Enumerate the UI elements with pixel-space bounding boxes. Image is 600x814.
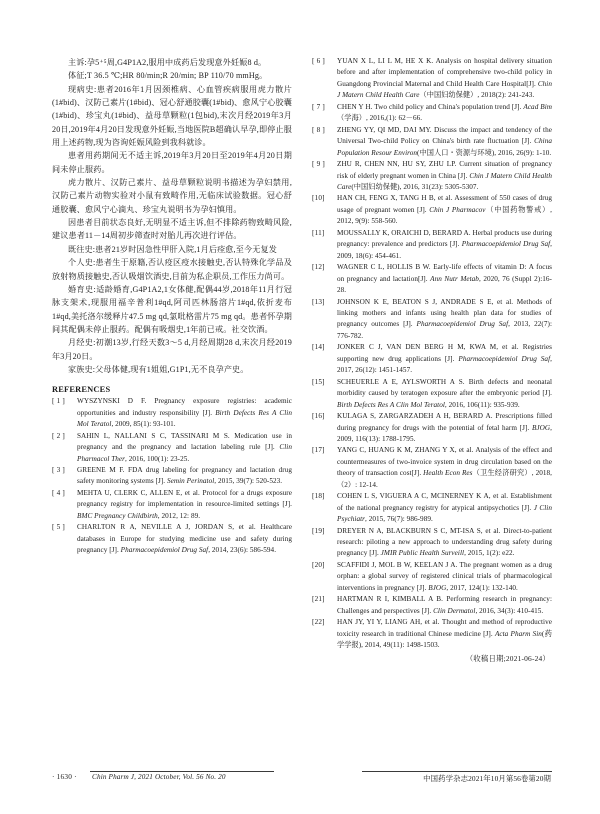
reference-citation-detail: （学海）, 2016,(1): 62－66. (337, 114, 423, 123)
reference-item (52, 522, 292, 556)
reference-item (312, 594, 552, 617)
reference-text (337, 159, 552, 193)
reference-authors-title: CHEN Y H. Two child policy and China's population trend [J]. (337, 102, 524, 111)
reference-citation-detail: , 2017, 26(12): 1451-1457. (337, 354, 552, 375)
reference-text (77, 488, 292, 522)
case-paragraph: 现病史:患者2016年1月因颈椎病、心血管疾病服用虎力散片(1#bid)、汉防己素片(1#bid)、冠心舒通胶囊(1#bid)、愈风宁心胶囊(1#bid)、珍宝丸(1#bid)、益母草颗粒(1包bid),末次月经2019年3月20日,2019年4月20日发现意外妊娠,当地医院B超确认早孕,即停止服用上述药物,现为咨询妊娠风险到我科就诊。 (52, 84, 292, 148)
reference-journal: J Clin Psychiatr (337, 503, 553, 524)
reference-journal: Chin J Matern Child Health Care (337, 171, 552, 191)
reference-text (77, 431, 292, 465)
footer-rule-right (362, 771, 552, 772)
reference-citation-detail: （中国妇幼保健）, 2018(2): 241-243. (419, 91, 535, 100)
case-paragraph: 家族史:父母体健,现有1姐姐,G1P1,无不良孕产史。 (68, 364, 249, 374)
reference-number: [19] (312, 526, 325, 535)
reference-citation-detail: , 2020, 76 (Suppl 2):16-28. (337, 274, 552, 295)
reference-text (337, 594, 552, 617)
reference-text (77, 396, 292, 430)
reference-citation-detail: （卫生经济研究）, 2018,（2）: 12-14. (337, 469, 552, 489)
reference-item (52, 396, 292, 430)
case-paragraph: 既往史:患者21岁时因急性甲肝入院,1月后痊愈,至今无复发 (68, 244, 277, 254)
references-list-right (312, 56, 552, 652)
reference-text (337, 125, 552, 159)
references-list-left (52, 396, 292, 556)
reference-text (337, 411, 552, 445)
case-paragraph: 婚育史:适龄婚育,G4P1A2,1女体健,配偶44岁,2018年11月行冠脉支架术,现服用福辛普利1#qd,阿司匹林肠溶片1#qd,依折麦布1#qd,美托洛尔缓释片47.5 mg qd,氯吡格雷片75 mg qd。患者怀孕期间其配偶未停止服药。配偶有吸烟史,1年前已戒。社交饮酒。 (52, 284, 292, 334)
reference-journal: Chin J Matern Child Health Care (337, 79, 552, 100)
reference-journal: Pharmacoepidemiol Drug Saf (120, 546, 209, 555)
reference-citation-detail: (中国人口・资源与环境), 2016, 26(9): 1-10. (417, 148, 552, 157)
reference-authors-title: SAHIN L, NALLANI S C, TASSINARI M S. Medication use in pregnancy and the pregnancy and lactation labeling rule [J]. (77, 431, 292, 452)
reference-number: [12] (312, 263, 325, 272)
reference-item (312, 342, 552, 376)
reference-authors-title: KULAGA S, ZARGARZADEH A H, BERARD A. Prescriptions filled during pregnancy for drugs with the potential of fetal harm [J]. (337, 412, 552, 432)
case-paragraph: 虎力散片、汉防己素片、益母草颗粒说明书描述为孕妇禁用,汉防己素片动物实验对小鼠有致畸作用,无临床试验数据。冠心舒通胶囊、愈风宁心滴丸、珍宝丸说明书为孕妇慎用。 (52, 178, 292, 214)
reference-authors-title: SCHEUERLE A E, AYLSWORTH A S. Birth defects and neonatal morbidity caused by teratogen exposure after the embryonic period [J]. (337, 377, 552, 398)
reference-text (337, 526, 552, 560)
reference-authors-title: MEHTA U, CLERK C, ALLEN E, et al. Protocol for a drugs exposure pregnancy registry for implementation in resource-limited settings [J]. (77, 488, 292, 509)
reference-authors-title: WYSZYNSKI D F. Pregnancy exposure registries: academic opportunities and industry responsibility [J]. (77, 397, 292, 417)
reference-journal: Chin J Pharmacov (429, 205, 486, 214)
footer-rule-left (90, 771, 274, 772)
reference-authors-title: JOHNSON K E, BEATON S J, ANDRADE S E, et al. Methods of linking mothers and infants using health plan data for studies of pregnancy outcomes [J]. (337, 297, 552, 329)
reference-text (337, 377, 552, 411)
reference-item (312, 445, 552, 491)
reference-journal: China Population Resour Environ (337, 137, 552, 157)
two-column-layout (52, 56, 552, 664)
reference-authors-title: SCAFFIDI J, MOL B W, KEELAN J A. The pregnant women as a drug orphan: a global survey of registered clinical trials of pharmacological interventions in pregnancy [J]. (337, 560, 552, 592)
reference-authors-title: YUAN X L, LI L M, HE X K. Analysis on hospital delivery situation before and after implementation of comprehensive two-child policy in Guangdong Provincial Maternal and Child Health Care Hospital[J]. (337, 57, 552, 88)
reference-citation-detail: , 2016, 34(3): 410-415. (475, 606, 544, 615)
reference-item (312, 125, 552, 159)
reference-number: [16] (312, 412, 325, 421)
reference-journal: Ann Nutr Metab (430, 274, 479, 283)
reference-number: [20] (312, 560, 325, 569)
reference-journal: BJOG (531, 423, 551, 432)
reference-citation-detail: （中国药物警戒）, 2012, 9(9): 558-560. (337, 205, 553, 226)
reference-number: [ 3 ] (52, 465, 65, 474)
reference-journal: JMIR Public Health Surveill (380, 549, 465, 558)
reference-authors-title: JONKER C J, VAN DEN BERG H M, KWA M, et al. Registries supporting new drug applications [J]. (337, 343, 552, 363)
reference-text (77, 522, 292, 556)
reference-journal: BMC Pregnancy Childbirth (77, 511, 158, 520)
reference-item (312, 159, 552, 193)
reference-text (337, 617, 552, 651)
reference-item (52, 431, 292, 465)
reference-item (312, 491, 552, 525)
page-footer (52, 770, 552, 784)
reference-item (312, 297, 552, 343)
reference-number: [21] (312, 595, 325, 604)
reference-text (337, 56, 552, 102)
reference-text (337, 102, 552, 125)
reference-authors-title: MOUSSALLY K, ORAICHI D, BERARD A. Herbal products use during pregnancy: prevalence and predictors [J]. (337, 228, 552, 249)
reference-authors-title: ZHENG YY, QI MD, DAI MY. Discuss the impact and tendency of the Universal Two-child Policy on China's birth rate fluctuation [J]. (337, 125, 552, 146)
reference-citation-detail: , 2009, 18(6): 454-461. (337, 240, 552, 260)
folio-number: · 1630 · (52, 772, 77, 781)
reference-authors-title: ZHU R, CHEN NN, HU SY, ZHU LP. Current situation of pregnancy risk of elderly pregnant women in China [J]. (337, 160, 552, 180)
reference-citation-detail: , 2014, 23(6): 586-594. (208, 546, 277, 555)
reference-citation-detail: , 2009, 85(1): 93-101. (111, 420, 176, 429)
reference-number: [ 6 ] (312, 57, 325, 65)
reference-text (337, 228, 552, 262)
case-paragraph: 个人史:患者生于原籍,否认疫区疫水接触史,否认特殊化学品及放射物质接触史,否认吸烟饮酒史,目前为私企职员,工作压力尚可。 (52, 258, 292, 281)
reference-item (52, 465, 292, 488)
reference-number: [14] (312, 343, 325, 352)
reference-number: [ 8 ] (312, 125, 325, 134)
reference-authors-title: CHARLTON R A, NEVILLE A J, JORDAN S, et al. Healthcare databases in Europe for studying medicine use and safety during pregnancy [J]. (77, 523, 292, 555)
reference-citation-detail: , 2012, 12: 89. (157, 511, 201, 520)
case-paragraph: 因患者目前状态良好,无明显不适主诉,但不排除药物致畸风险,建议患者11－14周初步筛查时对胎儿再次进行评估。 (52, 218, 292, 241)
reference-citation-detail: , 2013, 22(7): 776-782. (337, 320, 553, 340)
reference-item (312, 102, 552, 125)
reference-authors-title: HARTMAN R I, KIMBALL A B. Performing research in pregnancy: Challenges and perspectives [J]. (337, 595, 552, 615)
reference-item (312, 411, 552, 445)
reference-item (312, 377, 552, 411)
reference-journal: Clin Dermatol (433, 606, 476, 615)
reference-item (312, 526, 552, 560)
reference-citation-detail: , 2016, 106(11): 935-939. (444, 400, 520, 409)
reference-citation-detail: , 2017, 124(1): 132-140. (446, 583, 518, 592)
reference-journal: Semin Perinatol (167, 477, 215, 486)
case-paragraph: 患者用药期间无不适主诉,2019年3月20日至2019年4月20日期间未停止服药。 (52, 151, 292, 174)
reference-journal: BJOG (428, 583, 447, 592)
reference-number: [22] (312, 618, 325, 627)
reference-text (337, 193, 552, 227)
reference-citation-detail: , 2015, 76(7): 986-989. (365, 515, 433, 524)
reference-number: [ 4 ] (52, 488, 65, 497)
reference-number: [17] (312, 446, 325, 455)
reference-journal: Pharmacoepidemiol Drug Saf (461, 240, 551, 249)
reference-authors-title: COHEN L S, VIGUERA A C, MCINERNEY K A, et al. Establishment of the national pregnancy registry for atypical antipsychotics [J]. (337, 492, 552, 512)
reference-citation-detail: , 2015, 39(7): 520-523. (214, 477, 283, 486)
case-paragraph: 月经史:初潮13岁,行经天数3～5 d,月经周期28 d,末次月经2019年3月20日。 (52, 338, 292, 361)
reference-citation-detail: , 2009, 116(13): 1788-1795. (337, 423, 552, 443)
reference-journal: Acta Pharm Sin (494, 629, 542, 638)
reference-item (312, 560, 552, 594)
reference-text (77, 465, 292, 488)
references-heading: REFERENCES (52, 385, 111, 395)
reference-journal: Clin Pharmacol Ther (77, 443, 292, 463)
reference-journal: Birth Defects Res A Clin Mol Teratol (337, 400, 445, 409)
right-column (312, 56, 552, 664)
reference-number: [ 5 ] (52, 523, 65, 532)
reference-number: [10] (312, 194, 325, 203)
reference-journal: Pharmacoepidemiol Drug Saf (416, 320, 509, 329)
footer-journal-english: Chin Pharm J, 2021 October, Vol. 56 No. 20 (92, 773, 226, 781)
footer-journal-chinese: 中国药学杂志2021年10月第56卷第20期 (423, 774, 551, 783)
reference-citation-detail: , 2015, 1(2): e22. (464, 549, 515, 558)
left-column (52, 56, 292, 664)
reference-citation-detail: (中国妇幼保健), 2016, 31(23): 5305-5307. (351, 182, 479, 191)
reference-journal: Acad Bim (523, 102, 553, 111)
received-date: （收稿日期;2021-06-24） (465, 653, 550, 663)
reference-item (312, 193, 552, 227)
reference-text (337, 297, 552, 343)
case-paragraph: 体征;T 36.5 ℃;HR 80/min;R 20/min; BP 110/70 mmHg。 (68, 71, 268, 81)
reference-number: [ 7 ] (312, 102, 325, 111)
reference-number: [15] (312, 377, 325, 386)
reference-journal: Health Econ Res (423, 469, 473, 478)
reference-text (337, 491, 552, 525)
reference-number: [11] (312, 228, 325, 237)
reference-number: [18] (312, 492, 325, 501)
reference-text (337, 262, 552, 296)
reference-authors-title: HAN JY, YI Y, LIANG AH, et al. Thought and method of reproductive toxicity research in traditional Chinese medicine [J]. (337, 618, 552, 638)
reference-number: [ 2 ] (52, 431, 65, 440)
reference-text (337, 560, 552, 594)
reference-item (312, 56, 552, 102)
reference-number: [ 9 ] (312, 160, 325, 169)
reference-number: [13] (312, 297, 325, 306)
reference-citation-detail: (药学学报), 2014, 49(11): 1498-1503. (337, 629, 552, 650)
reference-item (312, 617, 552, 651)
reference-journal: Pharmacoepidemiol Drug Saf (458, 354, 551, 363)
reference-item (52, 488, 292, 522)
case-paragraph: 主诉:孕5⁺⁵周,G4P1A2,服用中成药后发现意外妊娠8 d。 (68, 58, 267, 67)
reference-text (337, 342, 552, 376)
reference-text (337, 445, 552, 491)
reference-authors-title: DREYER N A, BLACKBURN S C, MT-ISA S, et al. Direct-to-patient research: piloting a new approach to understanding drug safety during pregnancy [J]. (337, 526, 552, 558)
reference-item (312, 262, 552, 296)
reference-authors-title: GREENE M F. FDA drug labeling for pregnancy and lactation drug safety monitoring systems [J]. (77, 465, 292, 486)
reference-item (312, 228, 552, 262)
reference-number: [ 1 ] (52, 397, 65, 406)
reference-journal: Birth Defects Res A Clin Mol Teratol (77, 408, 292, 429)
reference-authors-title: WAGNER C L, HOLLIS B W. Early-life effects of vitamin D: A focus on pregnancy and lactation[J]. (337, 263, 552, 283)
reference-authors-title: YANG C, HUANG K M, ZHANG Y X, et al. Analysis of the effect and countermeasures of two-invoice system in drug circulation based on the theory of transaction cost[J]. (337, 446, 552, 478)
reference-citation-detail: , 2016, 100(1): 23-25. (125, 454, 190, 463)
reference-authors-title: HAN CH, FENG X, TANG H B, et al. Assessment of 550 cases of drug usage of pregnant women [J]. (337, 194, 552, 214)
